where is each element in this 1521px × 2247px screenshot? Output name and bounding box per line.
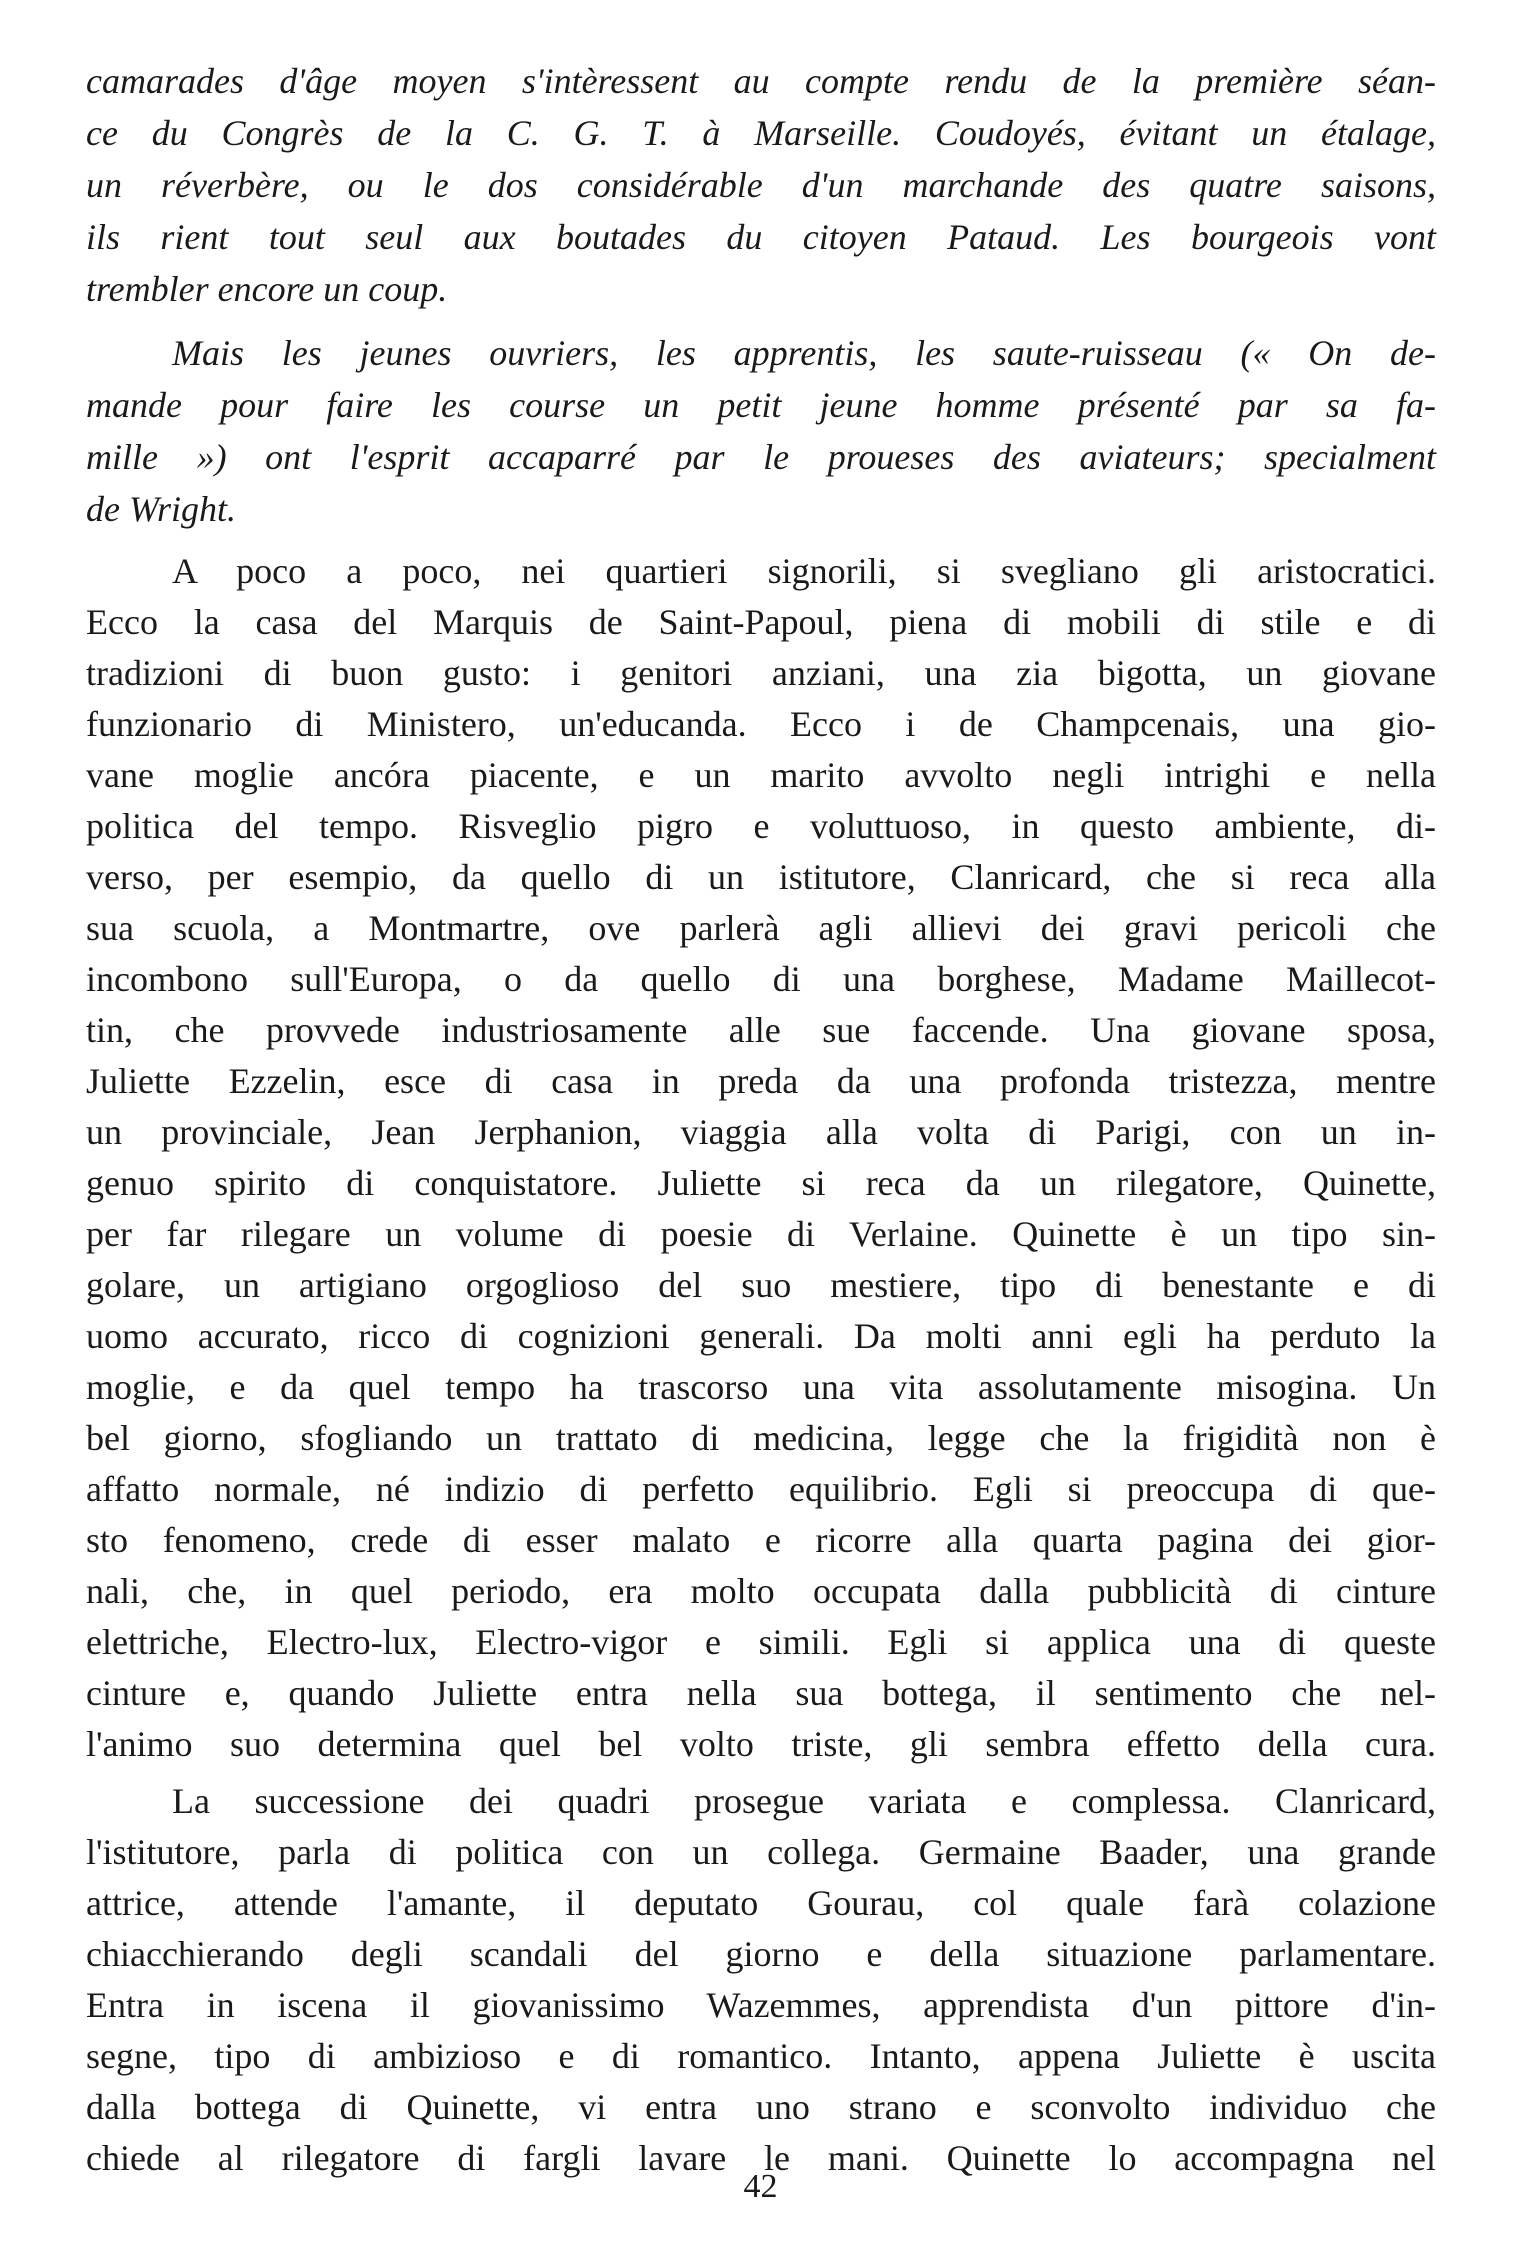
text-line: genuo spirito di conquistatore. Juliette si reca da un rilegatore, Quinette, (86, 1163, 1436, 1203)
text-line: chiacchierando degli scandali del giorno e della situazione parlamentare. (86, 1934, 1436, 1974)
text-line: camarades d'âge moyen s'intèressent au compte rendu de la première séan- (86, 61, 1436, 101)
text-line: affatto normale, né indizio di perfetto equilibrio. Egli si preoccupa di que- (86, 1469, 1436, 1509)
book-page (86, 58, 1436, 2188)
text-line: golare, un artigiano orgoglioso del suo mestiere, tipo di benestante e di (86, 1265, 1436, 1305)
text-line: cinture e, quando Juliette entra nella sua bottega, il sentimento che nel- (86, 1673, 1436, 1713)
text-line: mille ») ont l'esprit accaparré par le proueses des aviateurs; specialment (86, 437, 1436, 477)
text-line: Ecco la casa del Marquis de Saint-Papoul, piena di mobili di stile e di (86, 602, 1436, 642)
text-line: Juliette Ezzelin, esce di casa in preda da una profonda tristezza, mentre (86, 1061, 1436, 1101)
page-number: 42 (743, 2168, 778, 2205)
text-line: politica del tempo. Risveglio pigro e voluttuoso, in questo ambiente, di- (86, 806, 1436, 846)
text-line: segne, tipo di ambizioso e di romantico. Intanto, appena Juliette è uscita (86, 2036, 1436, 2076)
text-line: mande pour faire les course un petit jeune homme présenté par sa fa- (86, 385, 1436, 425)
text-line: sua scuola, a Montmartre, ove parlerà agli allievi dei gravi pericoli che (86, 908, 1436, 948)
text-line: incombono sull'Europa, o da quello di una borghese, Madame Maillecot- (86, 959, 1436, 999)
text-line: ce du Congrès de la C. G. T. à Marseille. Coudoyés, évitant un étalage, (86, 113, 1436, 153)
text-line: bel giorno, sfogliando un trattato di medicina, legge che la frigidità non è (86, 1418, 1436, 1458)
text-line: un réverbère, ou le dos considérable d'un marchande des quatre saisons, (86, 165, 1436, 205)
text-line: verso, per esempio, da quello di un istitutore, Clanricard, che si reca alla (86, 857, 1436, 897)
text-line: funzionario di Ministero, un'educanda. Ecco i de Champcenais, una gio- (86, 704, 1436, 744)
text-line: Mais les jeunes ouvriers, les apprentis, les saute-ruisseau (« On de- (172, 333, 1436, 373)
text-line: ils rient tout seul aux boutades du citoyen Pataud. Les bourgeois vont (86, 217, 1436, 257)
text-line: A poco a poco, nei quartieri signorili, si svegliano gli aristocratici. (172, 551, 1436, 591)
text-line: nali, che, in quel periodo, era molto occupata dalla pubblicità di cinture (86, 1571, 1436, 1611)
text-line: un provinciale, Jean Jerphanion, viaggia alla volta di Parigi, con un in- (86, 1112, 1436, 1152)
text-line: attrice, attende l'amante, il deputato Gourau, col quale farà colazione (86, 1883, 1436, 1923)
text-line: elettriche, Electro-lux, Electro-vigor e simili. Egli si applica una di queste (86, 1622, 1436, 1662)
text-line: La successione dei quadri prosegue variata e complessa. Clanricard, (172, 1781, 1436, 1821)
text-line: dalla bottega di Quinette, vi entra uno strano e sconvolto individuo che (86, 2087, 1436, 2127)
text-line: vane moglie ancóra piacente, e un marito avvolto negli intrighi e nella (86, 755, 1436, 795)
text-line: l'istitutore, parla di politica con un collega. Germaine Baader, una grande (86, 1832, 1436, 1872)
text-line: per far rilegare un volume di poesie di Verlaine. Quinette è un tipo sin- (86, 1214, 1436, 1254)
text-line: tradizioni di buon gusto: i genitori anziani, una zia bigotta, un giovane (86, 653, 1436, 693)
text-line: de Wright. (86, 489, 236, 529)
text-line: uomo accurato, ricco di cognizioni generali. Da molti anni egli ha perduto la (86, 1316, 1436, 1356)
text-line: trembler encore un coup. (86, 269, 448, 309)
text-line: chiede al rilegatore di fargli lavare le mani. Quinette lo accompagna nel (86, 2138, 1436, 2178)
text-line: moglie, e da quel tempo ha trascorso una vita assolutamente misogina. Un (86, 1367, 1436, 1407)
text-line: tin, che provvede industriosamente alle sue faccende. Una giovane sposa, (86, 1010, 1436, 1050)
text-line: l'animo suo determina quel bel volto triste, gli sembra effetto della cura. (86, 1724, 1436, 1764)
text-line: Entra in iscena il giovanissimo Wazemmes, apprendista d'un pittore d'in- (86, 1985, 1436, 2025)
text-line: sto fenomeno, crede di esser malato e ricorre alla quarta pagina dei gior- (86, 1520, 1436, 1560)
